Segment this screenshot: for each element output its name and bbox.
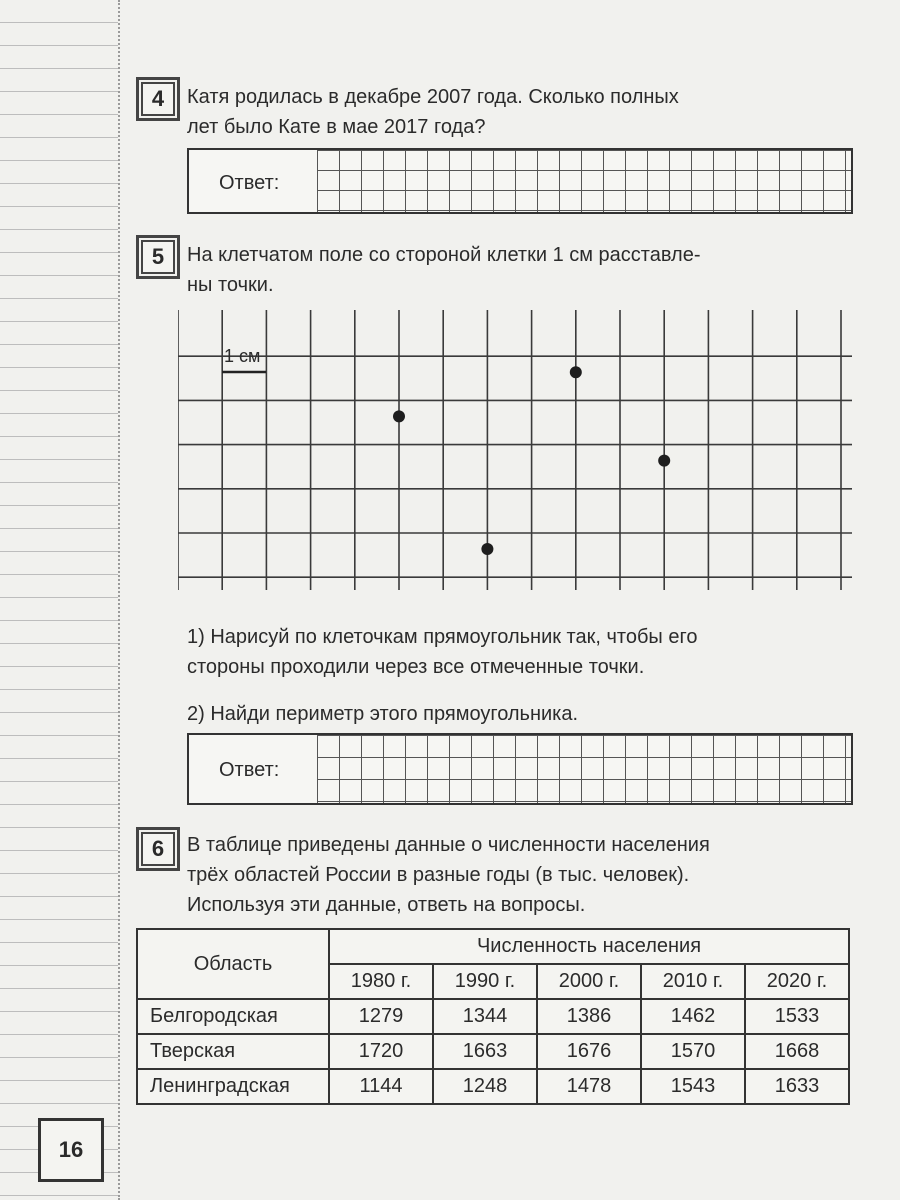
task-6-line-3: Используя эти данные, ответь на вопросы.	[187, 894, 586, 916]
task-4-line-1: Катя родилась в декабре 2007 года. Сколько полных	[187, 86, 679, 108]
population-value: 1543	[641, 1069, 745, 1104]
region-header: Область	[137, 929, 329, 999]
region-name: Ленинградская	[137, 1069, 329, 1104]
marked-point	[481, 543, 493, 555]
task-5-question-2: 2) Найди периметр этого прямоугольника.	[187, 703, 579, 725]
task-5-answer-grid[interactable]	[317, 735, 851, 803]
page-number: 16	[38, 1118, 104, 1182]
population-value: 1720	[329, 1034, 433, 1069]
year-header: 2020 г.	[745, 964, 849, 999]
population-value: 1279	[329, 999, 433, 1034]
table-row	[137, 1034, 849, 1069]
population-table	[136, 928, 850, 1105]
year-header: 1990 г.	[433, 964, 537, 999]
population-value: 1478	[537, 1069, 641, 1104]
year-header: 2010 г.	[641, 964, 745, 999]
year-header: 2000 г.	[537, 964, 641, 999]
population-value: 1633	[745, 1069, 849, 1104]
task-4-answer-box[interactable]	[187, 148, 853, 214]
task-4-answer-label: Ответ:	[219, 172, 280, 194]
task-4-answer-grid[interactable]	[317, 150, 851, 212]
task-5-line-1: На клетчатом поле со стороной клетки 1 см расставле-	[187, 244, 701, 266]
task-5-answer-box[interactable]	[187, 733, 853, 805]
task-6-number: 6	[136, 827, 180, 871]
task-4-number: 4	[136, 77, 180, 121]
marked-point	[658, 455, 670, 467]
population-value: 1663	[433, 1034, 537, 1069]
grid-field-svg[interactable]	[178, 310, 852, 590]
population-value: 1533	[745, 999, 849, 1034]
population-value: 1344	[433, 999, 537, 1034]
task-4-line-2: лет было Кате в мае 2017 года?	[187, 116, 486, 138]
task-5-question-1-line-1: 1) Нарисуй по клеточкам прямоугольник так, чтобы его	[187, 626, 698, 648]
scale-label: 1 см	[224, 346, 261, 366]
marked-point	[570, 366, 582, 378]
marked-point	[393, 410, 405, 422]
task-6-line-2: трёх областей России в разные годы (в тыс. человек).	[187, 864, 690, 886]
population-value: 1144	[329, 1069, 433, 1104]
region-name: Тверская	[137, 1034, 329, 1069]
population-group-header: Численность населения	[329, 929, 849, 964]
lined-margin	[0, 0, 118, 1200]
population-value: 1248	[433, 1069, 537, 1104]
year-header: 1980 г.	[329, 964, 433, 999]
table-row	[137, 999, 849, 1034]
table-header-row	[137, 929, 849, 964]
grid-field[interactable]	[178, 310, 852, 590]
population-value: 1386	[537, 999, 641, 1034]
task-5-line-2: ны точки.	[187, 274, 274, 296]
population-value: 1676	[537, 1034, 641, 1069]
task-5-question-1-line-2: стороны проходили через все отмеченные точки.	[187, 656, 645, 678]
margin-rule	[118, 0, 120, 1200]
task-5-number: 5	[136, 235, 180, 279]
region-name: Белгородская	[137, 999, 329, 1034]
population-value: 1570	[641, 1034, 745, 1069]
task-5-answer-label: Ответ:	[219, 759, 280, 781]
population-value: 1668	[745, 1034, 849, 1069]
population-value: 1462	[641, 999, 745, 1034]
table-row	[137, 1069, 849, 1104]
task-6-line-1: В таблице приведены данные о численности населения	[187, 834, 710, 856]
